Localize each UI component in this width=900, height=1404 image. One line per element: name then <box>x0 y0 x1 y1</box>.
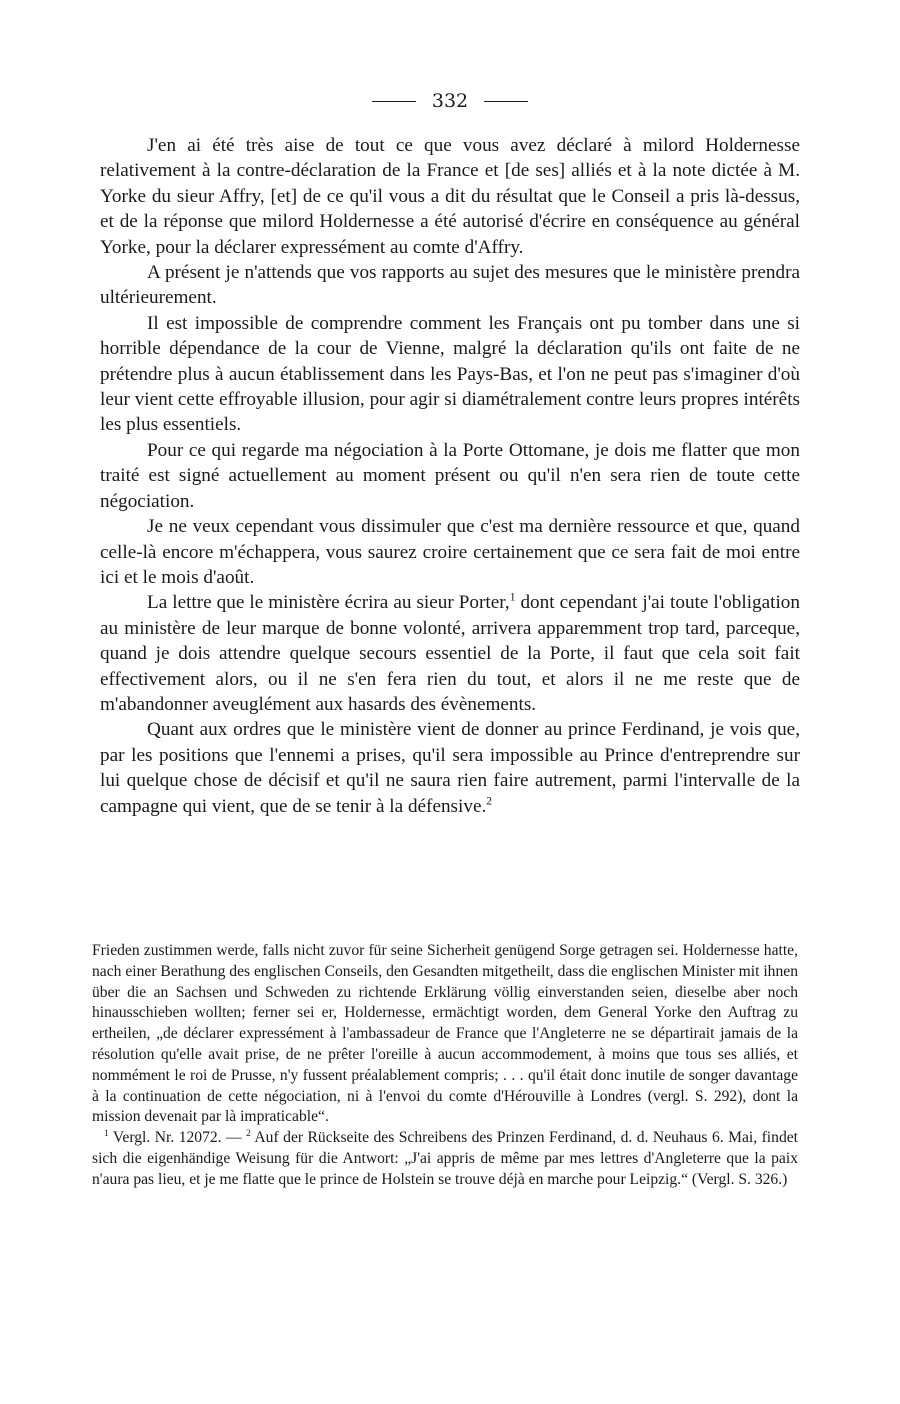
footnote-2-mark: 2 <box>246 1128 251 1139</box>
footnote-ref-1: 1 <box>509 591 516 604</box>
footnote-2-text: Auf der Rückseite des Schreibens des Prinzen Ferdinand, d. d. Neuhaus 6. Mai, findet sich die eigenhändige Weisung für die Antwort: „J'ai appris de même par mes lettres d'Angleterre que la paix n'aura pas lieu, et je me flatte que le prince de Holstein se trouve déjà en marche pour Leipzig.“ (Vergl. S. 326.) <box>92 1129 798 1188</box>
header-rule-right <box>484 101 528 102</box>
footnotes <box>92 941 798 1191</box>
header-rule-left <box>372 101 416 102</box>
paragraph-6-text-a: La lettre que le ministère écrira au sieur Porter, <box>147 592 510 614</box>
footnotes-1-2 <box>92 1128 798 1190</box>
paragraph-7 <box>100 717 800 819</box>
footnote-continuation: Frieden zustimmen werde, falls nicht zuvor für seine Sicherheit genügend Sorge getragen sei. Holdernesse hatte, nach einer Berathung des englischen Conseils, den Gesandten mitgetheilt, dass die englischen Minister mit ihnen über die an Sachsen und Schweden zu richtende Erklärung völlig einverstanden seien, dieselbe aber noch hinausschieben wollten; ferner sei er, Holdernesse, ermächtigt worden, dem General Yorke den Auftrag zu ertheilen, „de déclarer expressément à l'ambassadeur de France que l'Angleterre ne se départirait jamais de la résolution qu'elle avait prise, de ne prêter l'oreille à aucun accommodement, à moins que tous ses alliés, et nommément le roi de Prusse, n'y fussent préalablement compris; . . . qu'il était donc inutile de songer davantage à la continuation de cette négociation, ni à l'envoi du comte d'Hérouville à Londres (vergl. S. 292), dont la mission devenait par là impraticable“. <box>92 942 798 1126</box>
footnote-1-mark: 1 <box>104 1128 109 1139</box>
paragraph-4: Pour ce qui regarde ma négociation à la Porte Ottomane, je dois me flatter que mon traité est signé actuellement au moment présent ou qu'il n'en sera rien de toute cette négociation. <box>100 439 800 512</box>
footnote-ref-2: 2 <box>486 795 493 808</box>
paragraph-6-text-b: dont cependant j'ai toute l'obligation au ministère de leur marque de bonne volonté, arrivera apparemment trop tard, parceque, quand je dois attendre quelque secours essentiel de la Porte, il faut que cela soit fait effectivement alors, ou il ne s'en fera rien du tout, et alors il ne me reste que de m'abandonner aveuglément aux hasards des évènements. <box>100 592 800 715</box>
paragraph-7-text: Quant aux ordres que le ministère vient de donner au prince Ferdinand, je vois que, par les positions que l'ennemi a prises, qu'il sera impossible au Prince d'entreprendre sur lui quelque chose de décisif et qu'il ne saura rien faire autrement, parmi l'intervalle de la campagne qui vient, que de se tenir à la défensive. <box>100 719 800 817</box>
page-header <box>0 90 900 112</box>
paragraph-2: A présent je n'attends que vos rapports au sujet des mesures que le ministère prendra ultérieurement. <box>100 262 800 309</box>
footnote-1-text: Vergl. Nr. 12072. — <box>108 1129 247 1147</box>
page-number: 332 <box>431 90 469 112</box>
paragraph-6 <box>100 590 800 717</box>
paragraph-3: Il est impossible de comprendre comment les Français ont pu tomber dans une si horrible dépendance de la cour de Vienne, malgré la déclaration qu'ils ont faite de ne prétendre plus à aucun établissement dans les Pays-Bas, et l'on ne peut pas s'imaginer d'où leur vient cette effroyable illusion, pour agir si diamétralement contre leurs propres intérêts les plus essentiels. <box>100 312 800 436</box>
paragraph-5: Je ne veux cependant vous dissimuler que c'est ma dernière ressource et que, quand celle-là encore m'échappera, vous saurez croire certainement que ce sera fait de moi entre ici et le mois d'août. <box>100 516 800 588</box>
paragraph-1: J'en ai été très aise de tout ce que vous avez déclaré à milord Holdernesse relativement à la contre-déclaration de la France et [de ses] alliés et à la note dictée à M. Yorke du sieur Affry, [et] de ce qu'il vous a dit du résultat que le Conseil a pris là-dessus, et de la réponse que milord Holdernesse a été autorisé d'écrire en conséquence au général Yorke, pour la déclarer expressément au comte d'Affry. <box>100 135 800 258</box>
main-text <box>100 133 800 819</box>
